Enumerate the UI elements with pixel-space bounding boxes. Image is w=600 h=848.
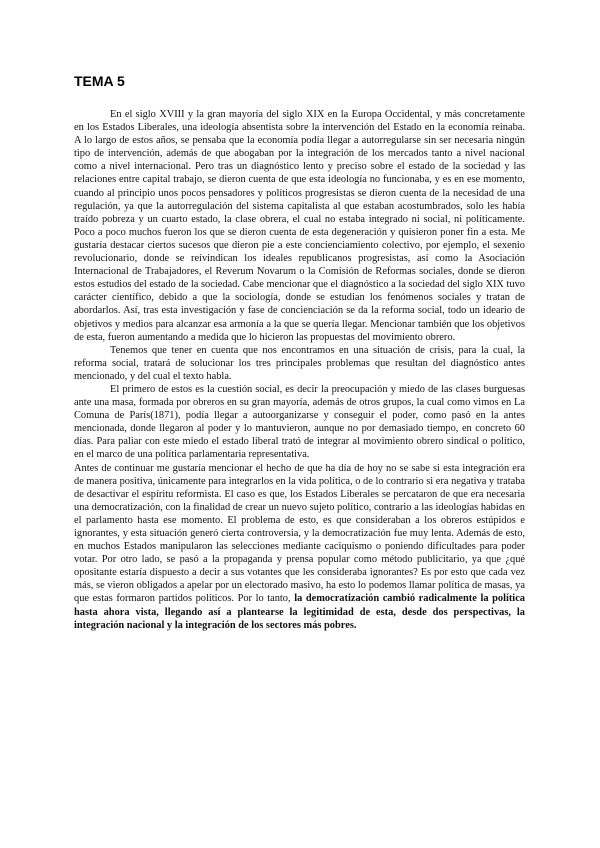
page-title: TEMA 5	[74, 73, 125, 89]
paragraph-democratization-conclusion: la democratización cambió radicalmente la política hasta ahora vista, llegando así a plantearse la legitimidad de esta, desde dos perspectivas, la integración nacional y la integración de los sectores más pobres.	[74, 593, 525, 631]
paragraph-democratization	[74, 462, 525, 632]
paragraph-democratization-text: Antes de continuar me gustaría mencionar el hecho de que ha día de hoy no se sabe si esta integración era de manera positiva, únicamente para integrarlos en la vida política, o de lo contrario si era negativa y trataba de desactivar el espíritu reformista. El caso es que, los Estados Liberales se percataron de que era necesaria una democratización, con la finalidad de crear un nuevo sujeto político, contrario a las ideologías habidas en el parlamento hasta ese momento. El problema de esto, es que consideraban a los obreros estúpidos e ignorantes, y esta situación generó cierta controversia, y la democratización fue muy lenta. Además de esto, en muchos Estados manipularon las selecciones mediante caciquismo o poniendo dificultades para poder votar. Por otro lado, se pasó a la propaganda y prensa popular como método publicitario, ya que ¿qué opositante estaría dispuesto a decir a sus votantes que les consideraba ignorantes? Es por esto que cada vez más, se vieron obligados a apelar por un electorado masivo, ha esto lo podemos llamar política de masas, ya que estas formaron partidos políticos. Por lo tanto,	[74, 462, 525, 605]
paragraph-social-question: El primero de estos es la cuestión social, es decir la preocupación y miedo de las clases burguesas ante una masa, formada por obreros en su gran mayoría, además de otros grupos, la cual como vimos en La Comuna de París(1871), podía llegar a autoorganizarse y conseguir el poder, como pasó en la antes mencionada, donde llegaron al poder y lo mantuvieron, aunque no por demasiado tiempo, en concreto 60 días. Para paliar con este miedo el estado liberal trató de integrar al movimiento obrero sindical o político, en el marco de una política parlamentaria representativa.	[74, 383, 525, 461]
document-body	[74, 108, 525, 632]
paragraph-crisis: Tenemos que tener en cuenta que nos encontramos en una situación de crisis, para la cual, la reforma social, tratará de solucionar los tres principales problemas que resultan del diagnóstico antes mencionado, y del cual el texto habla.	[74, 344, 525, 382]
paragraph-intro: En el siglo XVIII y la gran mayoría del siglo XIX en la Europa Occidental, y más concretamente en los Estados Liberales, una ideología absentista sobre la intervención del Estado en la economía reinaba. A lo largo de estos años, se pensaba que la economía podía llegar a autorregularse sin ser necesaria ningún tipo de intervención, además de que abogaban por la integración de los mercados tanto a nivel nacional como a nivel internacional. Pero tras un diagnóstico lento y preciso sobre el estado de la sociedad y las relaciones entre capital trabajo, se dieron cuenta de que esta ideología no funcionaba, y es en ese momento, cuando al principio unos pocos pensadores y políticos progresistas se dieron cuenta de la necesidad de una regulación, ya que la autorregulación del sistema capitalista al que estaban acostumbrados, solo les había traído pobreza y un cuarto estado, la clase obrera, el cual no estaba integrado ni social, ni políticamente. Poco a poco muchos fueron los que se dieron cuenta de esta degeneración y quisieron poner fin a esta. Me gustaría destacar ciertos sucesos que dieron pie a este concienciamiento colectivo, por ejemplo, el sexenio revolucionario, donde se reivindican los ideales republicanos progresistas, así como la Asociación Internacional de Trabajadores, el Reverum Novarum o la Comisión de Reformas sociales, donde se dieron estos estudios del estado de la sociedad. Cabe mencionar que el diagnóstico a la sociedad del siglo XIX tuvo carácter científico, debido a que la sociología, donde se estudian los fenómenos sociales y tratan de abordarlos. Así, tras esta investigación y fase de concienciación se da la reforma social, todo un ideario de objetivos y medios para alcanzar esa armonía a la que se quería llegar. Mencionar también que los objetivos de esta, fueron aumentando a medida que lo hicieron las propuestas del movimiento obrero.	[74, 109, 526, 343]
